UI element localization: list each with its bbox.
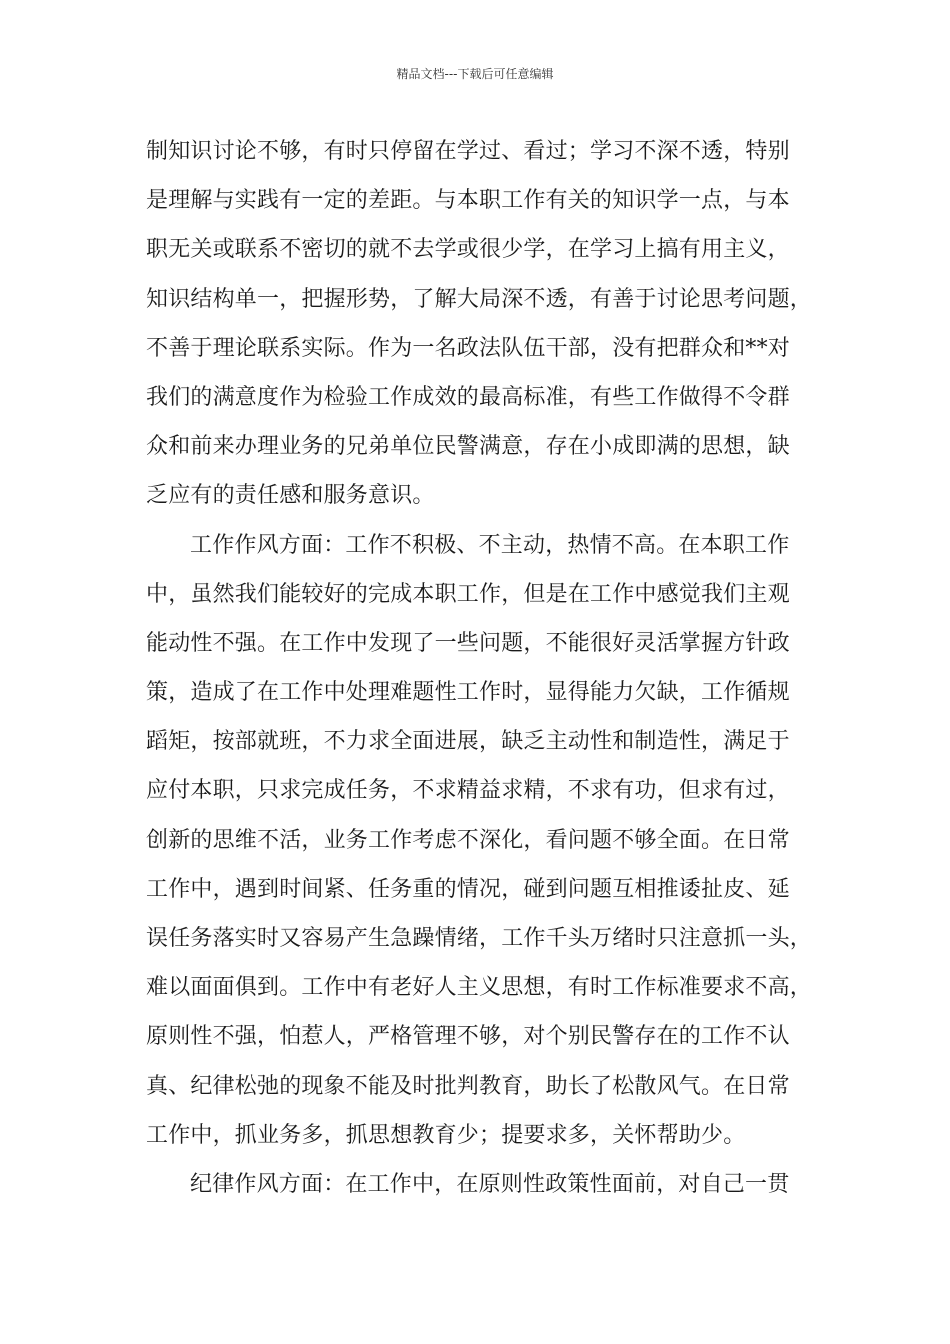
text-line: 制知识讨论不够，有时只停留在学过、看过；学习不深不透，特别 (146, 139, 790, 164)
text-line: 原则性不强，怕惹人，严格管理不够，对个别民警存在的工作不认 (146, 1024, 790, 1050)
text-line: 误任务落实时又容易产生急躁情绪，工作千头万绪时只注意抓一头， (146, 926, 813, 951)
page-header: 精品文档---下载后可任意编辑 (396, 67, 554, 81)
text-line: 乏应有的责任感和服务意识。 (146, 483, 435, 509)
paragraph-start-line: 纪律作风方面：在工作中，在原则性政策性面前，对自己一贯 (190, 1171, 790, 1197)
text-line: 难以面面俱到。工作中有老好人主义思想，有时工作标准要求不高， (146, 975, 813, 1001)
text-line: 我们的满意度作为检验工作成效的最高标准，有些工作做得不令群 (146, 384, 790, 410)
text-line: 是理解与实践有一定的差距。与本职工作有关的知识学一点，与本 (146, 188, 790, 214)
text-line: 众和前来办理业务的兄弟单位民警满意，存在小成即满的思想，缺 (146, 434, 790, 460)
text-line: 工作中，遇到时间紧、任务重的情况，碰到问题互相推诿扯皮、延 (146, 876, 790, 902)
text-line: 不善于理论联系实际。作为一名政法队伍干部，没有把群众和**对 (146, 335, 791, 361)
text-line: 蹈矩，按部就班，不力求全面进展，缺乏主动性和制造性，满足于 (146, 729, 790, 755)
document-body (146, 127, 818, 1209)
text-line: 职无关或联系不密切的就不去学或很少学，在学习上搞有用主义， (146, 237, 790, 263)
text-line: 能动性不强。在工作中发现了一些问题，不能很好灵活掌握方针政 (146, 630, 790, 656)
text-line: 知识结构单一，把握形势，了解大局深不透，有善于讨论思考问题， (146, 286, 813, 312)
text-line: 真、纪律松弛的现象不能及时批判教育，助长了松散风气。在日常 (146, 1073, 790, 1099)
text-line: 工作中，抓业务多，抓思想教育少；提要求多，关怀帮助少。 (146, 1122, 746, 1148)
text-line: 中，虽然我们能较好的完成本职工作，但是在工作中感觉我们主观 (146, 581, 790, 607)
text-line: 创新的思维不活，业务工作考虑不深化，看问题不够全面。在日常 (146, 827, 790, 853)
paragraph-start-line: 工作作风方面：工作不积极、不主动，热情不高。在本职工作 (190, 532, 790, 558)
text-line: 策，造成了在工作中处理难题性工作时，显得能力欠缺，工作循规 (146, 680, 790, 706)
text-line: 应付本职，只求完成任务，不求精益求精，不求有功，但求有过， (146, 778, 790, 804)
